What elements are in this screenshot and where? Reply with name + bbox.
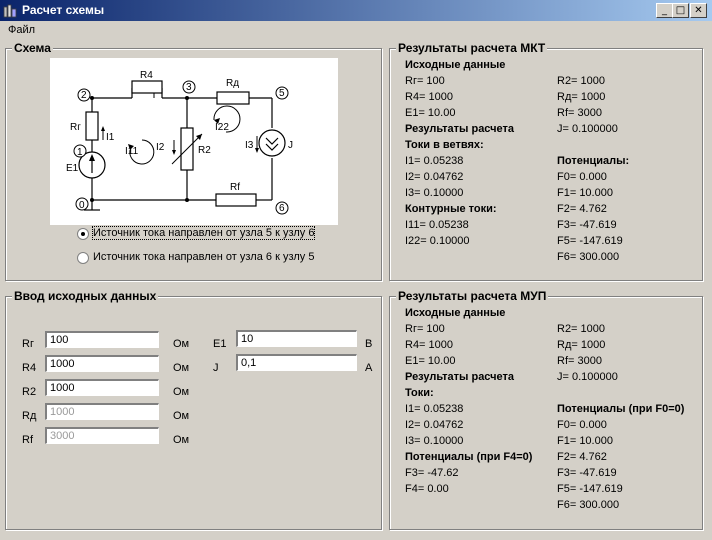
rf-label: Rf [230,182,240,193]
r2-input[interactable] [45,379,159,396]
radio-direction-5-6[interactable] [77,228,89,240]
mkt-f1: F1= 10.000 [557,187,613,199]
input-legend: Ввод исходных данных [14,289,157,303]
mup-f4: F4= 0.00 [405,483,449,495]
mup-rf: Rf= 3000 [557,355,602,367]
mkt-i1: I1= 0.05238 [405,155,464,167]
rg-label: Rг [70,122,81,133]
maximize-button[interactable] [672,3,689,18]
mkt-e1: E1= 10.00 [405,107,456,119]
mkt-results-title: Результаты расчета [405,123,515,135]
mkt-r2: R2= 1000 [557,75,606,87]
app-icon [3,3,18,18]
mkt-f2: F2= 4.762 [557,203,607,215]
mup-f3: F3= -47.619 [557,467,617,479]
mup-f0: F0= 0.000 [557,419,607,431]
radio-direction-6-5[interactable] [77,252,89,264]
window-title: Расчет схемы [22,3,105,17]
mup-f5: F5= -147.619 [557,483,623,495]
radio-direction-6-5-label[interactable]: Источник тока направлен от узла 6 к узлу 5 [93,251,315,263]
rg-input[interactable] [45,331,159,348]
rd-input-label: Rд [22,410,37,422]
r2-unit: Ом [173,386,190,398]
rd-input[interactable] [45,403,159,420]
current-source-j [259,130,285,156]
mup-rg: Rг= 100 [405,323,445,335]
minimize-button[interactable] [656,3,673,18]
mup-r2: R2= 1000 [557,323,606,335]
j-label: J [288,140,293,151]
resistor-rd [217,92,249,104]
mup-results-title: Результаты расчета [405,371,515,383]
mkt-r4: R4= 1000 [405,91,454,103]
radio-direction-5-6-label[interactable]: Источник тока направлен от узла 5 к узлу 6 [93,227,315,239]
scheme-legend: Схема [14,41,51,55]
e1-input[interactable] [236,330,357,347]
node-1-label: 1 [77,147,83,158]
node-3-label: 3 [186,82,192,93]
mkt-rg: Rг= 100 [405,75,445,87]
node-6-label: 6 [279,203,285,214]
resistor-rg [86,112,98,140]
e1-unit: В [365,338,373,350]
mup-i3: I3= 0.10000 [405,435,464,447]
r4-unit: Ом [173,362,190,374]
mkt-f3: F3= -47.619 [557,219,617,231]
mkt-pot-title: Потенциалы: [557,155,630,167]
mup-pot0-title: Потенциалы (при F0=0) [557,403,685,415]
mup-source-title: Исходные данные [405,307,506,319]
rf-input[interactable] [45,427,159,444]
mup-rd: Rд= 1000 [557,339,606,351]
mkt-i3: I3= 0.10000 [405,187,464,199]
mup-r4: R4= 1000 [405,339,454,351]
title-bar[interactable] [0,0,712,21]
mup-pot4-title: Потенциалы (при F4=0) [405,451,533,463]
close-button[interactable] [690,3,707,18]
mkt-legend: Результаты расчета МКТ [398,41,546,55]
mup-f1: F1= 10.000 [557,435,613,447]
i11-label: I11 [125,146,139,157]
mup-f3a: F3= -47.62 [405,467,459,479]
mup-currents-title: Токи: [405,387,434,399]
mkt-i2: I2= 0.04762 [405,171,464,183]
node-0-label: 0 [79,200,85,211]
mkt-f6: F6= 300.000 [557,251,620,263]
r2-input-label: R2 [22,386,37,398]
node-2-label: 2 [81,90,87,101]
close-icon: ✕ [694,5,703,16]
mup-i1: I1= 0.05238 [405,403,464,415]
menu-file[interactable]: Файл [8,24,36,36]
j-unit: А [365,362,373,374]
i1-label: I1 [106,132,115,143]
rd-label: Rд [226,78,240,89]
maximize-icon: □ [675,5,686,16]
minimize-icon: _ [662,5,667,16]
j-input[interactable] [236,354,357,371]
i3-label: I3 [245,140,254,151]
circuit-diagram [50,58,338,225]
rg-input-label: Rг [22,338,34,350]
mkt-j: J= 0.100000 [557,123,618,135]
j-input-label: J [213,362,219,374]
circuit-svg [50,58,338,225]
mkt-i11: I11= 0.05238 [405,219,469,231]
mkt-f5: F5= -147.619 [557,235,623,247]
mkt-loop-title: Контурные токи: [405,203,497,215]
mkt-rd: Rд= 1000 [557,91,606,103]
mup-i2: I2= 0.04762 [405,419,464,431]
e1-label: E1 [66,163,79,174]
rd-unit: Ом [173,410,190,422]
i2-label: I2 [156,142,165,153]
mkt-i22: I22= 0.10000 [405,235,470,247]
mup-f2: F2= 4.762 [557,451,607,463]
node-5-label: 5 [279,88,285,99]
rf-unit: Ом [173,434,190,446]
mkt-branch-title: Токи в ветвях: [405,139,484,151]
rf-input-label: Rf [22,434,33,446]
mup-e1: E1= 10.00 [405,355,456,367]
mup-j: J= 0.100000 [557,371,618,383]
r4-input-label: R4 [22,362,37,374]
mkt-f0: F0= 0.000 [557,171,607,183]
resistor-rf [216,194,256,206]
mkt-source-title: Исходные данные [405,59,506,71]
mup-legend: Результаты расчета МУП [398,289,547,303]
r4-label: R4 [140,70,153,81]
r4-input[interactable] [45,355,159,372]
e1-input-label: E1 [213,338,227,350]
r2-label: R2 [198,145,211,156]
mup-f6: F6= 300.000 [557,499,620,511]
resistor-r4 [132,81,162,93]
menu-bar [0,21,712,40]
rg-unit: Ом [173,338,190,350]
mkt-rf: Rf= 3000 [557,107,602,119]
i22-label: I22 [215,122,229,133]
